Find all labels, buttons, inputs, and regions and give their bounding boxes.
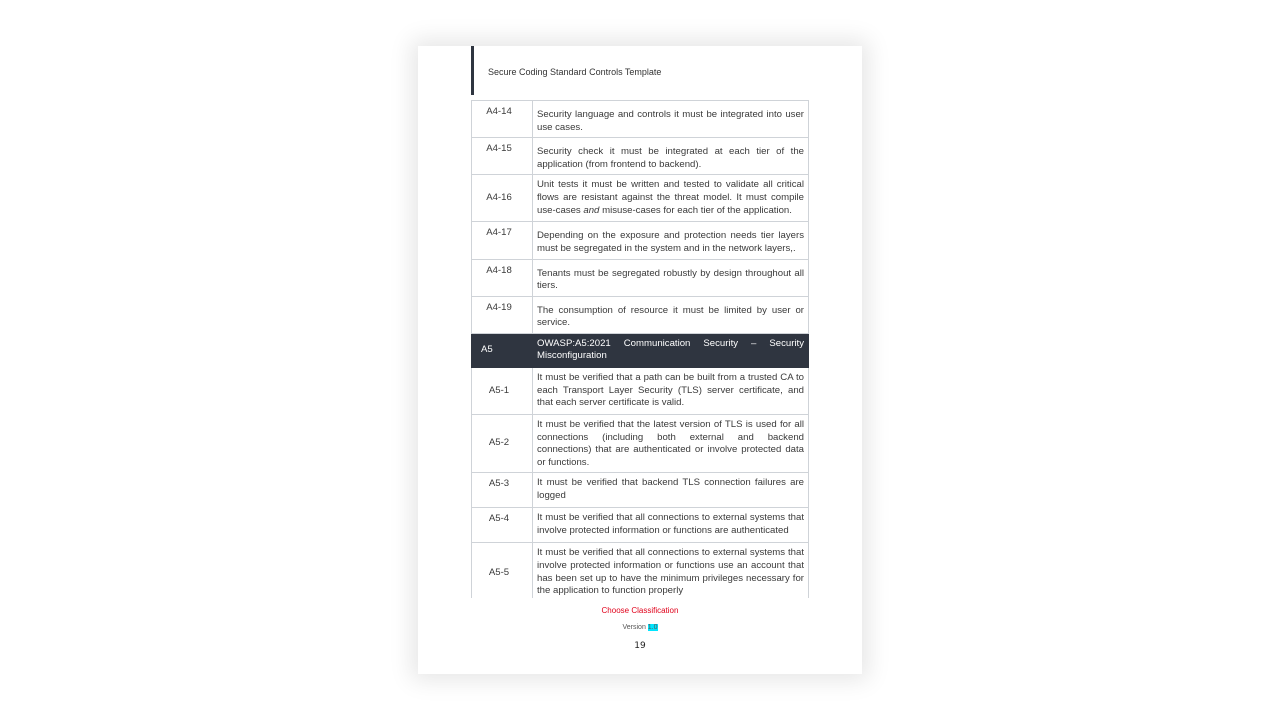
table-row (472, 138, 809, 175)
document-page (418, 46, 862, 674)
version-footer (418, 624, 862, 631)
control-code: A4-19 (486, 301, 512, 313)
control-code: A4-15 (486, 143, 512, 155)
table-row (472, 101, 809, 138)
section-header-row (472, 333, 809, 367)
page-number: 19 (634, 641, 646, 651)
table-row (472, 367, 809, 414)
control-code: A5-5 (488, 566, 510, 578)
header-accent-bar (471, 46, 474, 95)
table-row (472, 296, 809, 333)
control-text: Security language and controls it must be integrated into user use cases. (537, 109, 804, 133)
control-code: A5-2 (488, 437, 510, 449)
control-text: Security check it must be integrated at each tier of the application (from frontend to backend). (537, 146, 804, 170)
control-text: It must be verified that a path can be built from a trusted CA to each Transport Layer Security (TLS) server certificate, and that each server certificate is valid. (537, 371, 804, 409)
control-code: A5-3 (488, 478, 510, 490)
control-text: Unit tests it must be written and tested to validate all critical flows are resistant against the threat model. It must compile use-cases and misuse-cases for each tier of the application. (537, 179, 804, 216)
control-text: The consumption of resource it must be limited by user or service. (537, 304, 804, 329)
table-row (472, 414, 809, 472)
table-row (472, 175, 809, 222)
table-row (472, 222, 809, 259)
control-code: A4-17 (486, 227, 512, 239)
header-title: Secure Coding Standard Controls Template (488, 67, 662, 77)
table-row (472, 543, 809, 598)
control-code: A5-4 (488, 513, 510, 525)
control-text: It must be verified that all connections to external systems that involve protected information or functions are authenticated (537, 512, 804, 536)
control-code: A4-14 (486, 106, 512, 117)
table-row (472, 259, 809, 296)
control-text: It must be verified that all connections to external systems that involve protected information or functions use an account that has been set up to have the minimum privileges necessary for the application to function properly (537, 547, 804, 597)
controls-table-wrapper (471, 100, 809, 598)
section-code: A5 (481, 344, 493, 356)
control-code: A4-18 (486, 264, 512, 276)
classification-footer: Choose Classification (601, 606, 679, 615)
table-row (472, 473, 809, 508)
control-code: A5-1 (488, 384, 510, 396)
version-label: Version (622, 624, 648, 631)
control-text: Tenants must be segregated robustly by design throughout all tiers. (537, 267, 804, 292)
section-title: OWASP:A5:2021 Communication Security – Security Misconfiguration (537, 337, 804, 362)
control-code: A4-16 (486, 192, 512, 204)
controls-table (471, 100, 809, 598)
table-row (472, 508, 809, 543)
version-value: 1.0 (647, 624, 658, 631)
control-text: It must be verified that the latest version of TLS is used for all connections (including both external and backend connections) that are authenticated or involve protected data or functions. (537, 418, 804, 468)
control-text: It must be verified that backend TLS connection failures are logged (537, 477, 804, 501)
control-text: Depending on the exposure and protection needs tier layers must be segregated in the system and in the network layers,. (537, 230, 804, 254)
